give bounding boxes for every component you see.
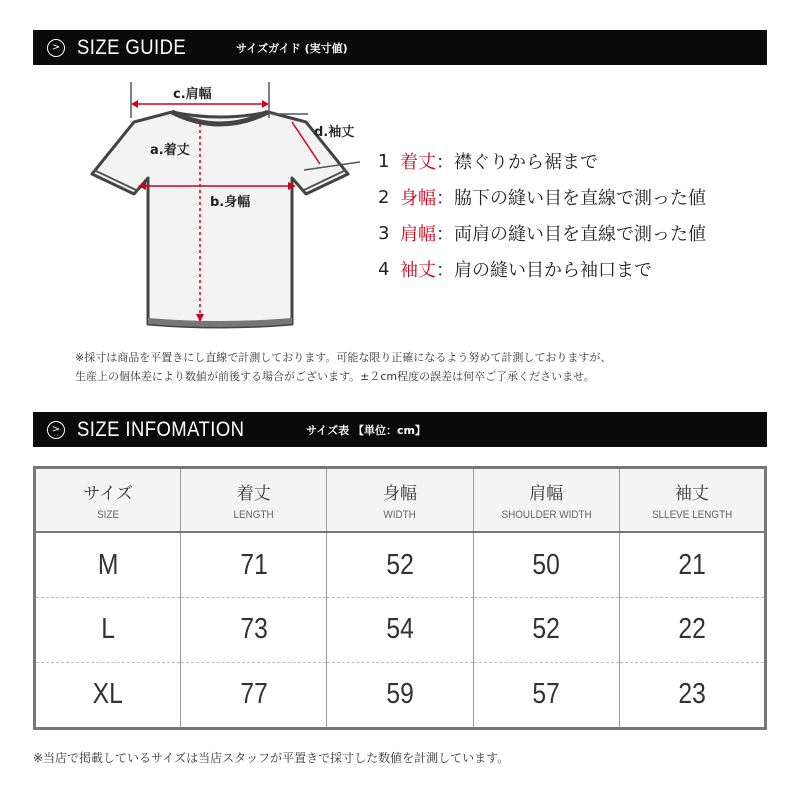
shoulder-label: c.肩幅 <box>173 87 212 102</box>
cell-shoulder-width: 52 <box>473 598 619 663</box>
size-info-header <box>33 412 767 447</box>
cell-shoulder-width: 57 <box>473 662 619 728</box>
tshirt-diagram <box>80 78 370 343</box>
cell-width: 59 <box>327 662 473 728</box>
cell-size: XL <box>35 662 181 728</box>
measurement-point: 3 肩幅 ：両肩の縫い目を直線で測った値 <box>378 222 706 245</box>
table-row <box>35 598 766 663</box>
measurement-note: ※採寸は商品を平置きにし直線で計測しております。可能な限り正確になるよう努めて計測しておりますが、 生産上の個体差により数値が前後する場合がございます。±２cm程度の誤差は何卒ご了承くださいませ。 <box>75 351 612 383</box>
size-info-title: SIZE INFOMATION <box>77 417 245 441</box>
cell-sleeve-length: 22 <box>619 598 765 663</box>
cell-size: L <box>35 598 181 663</box>
cell-shoulder-width: 50 <box>473 532 619 598</box>
table-row <box>35 532 766 598</box>
header-size: サイズ SIZE <box>35 468 181 533</box>
table-header-row <box>35 468 766 533</box>
length-label: a.着丈 <box>150 143 190 158</box>
cell-length: 71 <box>181 532 327 598</box>
cell-length: 77 <box>181 662 327 728</box>
cell-length: 73 <box>181 598 327 663</box>
header-length: 着丈 LENGTH <box>181 468 327 533</box>
measurement-points <box>378 143 706 287</box>
table-row <box>35 662 766 728</box>
footer-note: ※当店で掲載しているサイズは当店スタッフが平置きで採寸した数値を計測しています。 <box>33 751 510 765</box>
size-info-subtitle: サイズ表 【単位：cm】 <box>306 423 426 437</box>
header-sleeve-length: 袖丈 SLLEVE LENGTH <box>619 468 765 533</box>
measurement-point: 2 身幅 ：脇下の縫い目を直線で測った値 <box>378 186 706 209</box>
size-guide-header <box>33 30 767 65</box>
header-width: 身幅 WIDTH <box>327 468 473 533</box>
chevron-right-icon: > <box>47 39 65 57</box>
cell-size: M <box>35 532 181 598</box>
size-table <box>33 466 767 730</box>
shoulder-arrowhead-right <box>262 100 269 108</box>
measurement-point: 4 袖丈 ：肩の縫い目から袖口まで <box>378 258 652 281</box>
measurement-point: 1 着丈 ：襟ぐりから裾まで <box>378 150 598 173</box>
body-width-label: b.身幅 <box>210 195 251 210</box>
sleeve-label: d.袖丈 <box>314 125 355 140</box>
header-shoulder-width: 肩幅 SHOULDER WIDTH <box>473 468 619 533</box>
shoulder-arrowhead-left <box>131 100 138 108</box>
size-guide-title: SIZE GUIDE <box>77 35 187 59</box>
cell-width: 54 <box>327 598 473 663</box>
cell-width: 52 <box>327 532 473 598</box>
cell-sleeve-length: 23 <box>678 678 706 711</box>
tshirt-outline <box>92 112 348 327</box>
cell-sleeve-length: 21 <box>619 532 765 598</box>
size-guide-subtitle: サイズガイド (実寸値) <box>236 41 348 55</box>
chevron-right-icon: > <box>47 421 65 439</box>
